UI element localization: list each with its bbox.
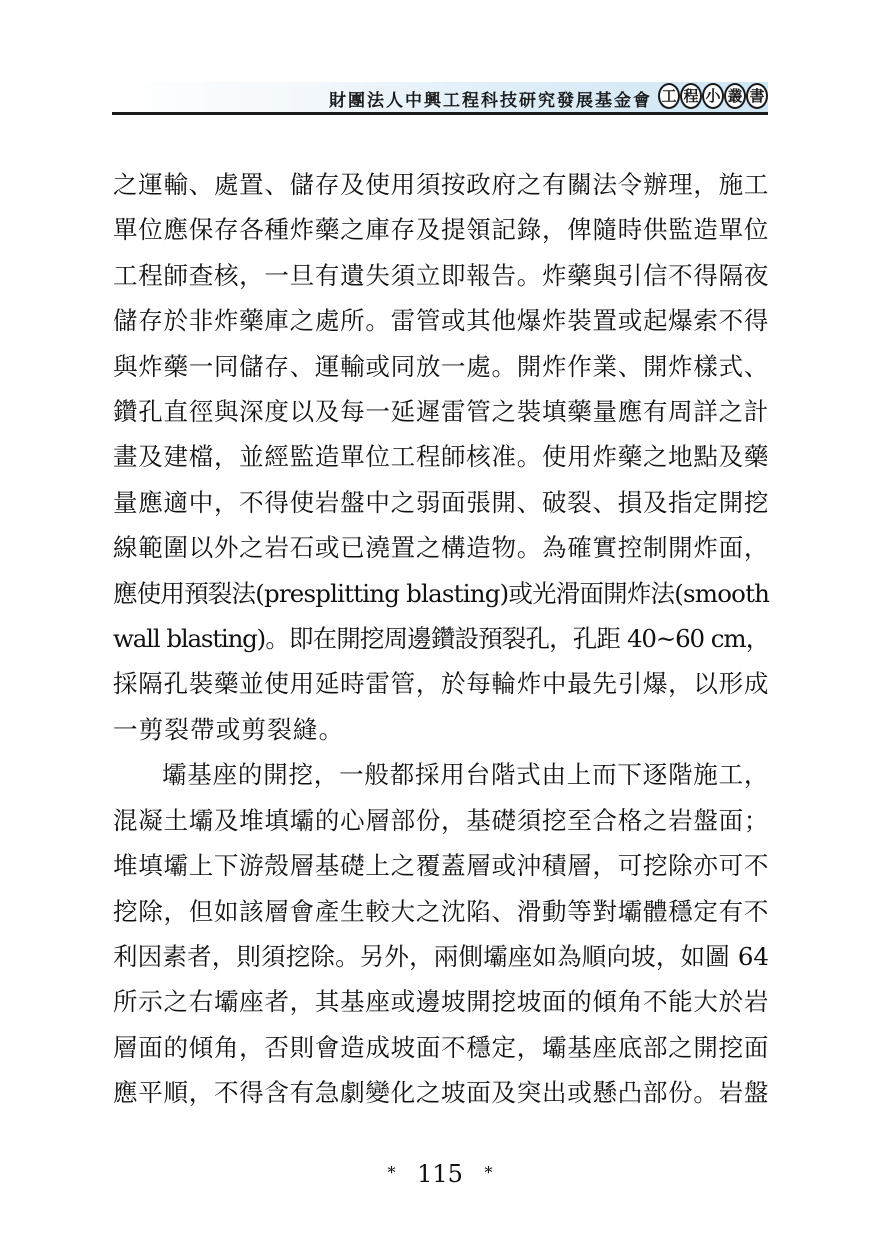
text-line: 利因素者，則須挖除。另外，兩側壩座如為順向坡，如圖 64 — [113, 941, 769, 971]
paragraph-2 — [113, 752, 769, 1115]
text-line: 混凝土壩及堆填壩的心層部份，基礎須挖至合格之岩盤面； — [113, 805, 769, 835]
text-line: 與炸藥一同儲存、運輸或同放一處。開炸作業、開炸樣式、 — [113, 351, 769, 381]
text-line: 堆填壩上下游殼層基礎上之覆蓋層或沖積層，可挖除亦可不 — [113, 851, 769, 881]
header-organization: 財團法人中興工程科技研究發展基金會 — [329, 91, 652, 111]
text-line: 採隔孔裝藥並使用延時雷管，於每輪炸中最先引爆，以形成 — [113, 669, 769, 699]
page-footer — [0, 1160, 880, 1188]
text-line: 層面的傾角，否則會造成坡面不穩定，壩基座底部之開挖面 — [113, 1032, 769, 1062]
series-logo — [658, 83, 768, 109]
text-line: 單位應保存各種炸藥之庫存及提領記錄，俾隨時供監造單位 — [113, 215, 769, 245]
series-char: 工 — [658, 83, 680, 109]
text-line: 壩基座的開挖，一般都採用台階式由上而下逐階施工， — [162, 760, 770, 790]
star-ornament: * — [387, 1163, 396, 1182]
text-line: 畫及建檔，並經監造單位工程師核准。使用炸藥之地點及藥 — [113, 442, 769, 472]
text-line: 應使用預裂法(presplitting blasting)或光滑面開炸法(smooth — [113, 578, 770, 608]
text-line: 所示之右壩座者，其基座或邊坡開挖坡面的傾角不能大於岩 — [113, 987, 769, 1017]
series-char: 程 — [680, 83, 702, 109]
text-line: 一剪裂帶或剪裂縫。 — [113, 714, 345, 744]
star-ornament: * — [484, 1163, 493, 1182]
series-char: 叢 — [724, 83, 746, 109]
paragraph-1 — [113, 162, 769, 752]
text-line: 線範圍以外之岩石或已澆置之構造物。為確實控制開炸面， — [113, 533, 769, 563]
text-line: 儲存於非炸藥庫之處所。雷管或其他爆炸裝置或起爆索不得 — [113, 306, 769, 336]
page-header — [112, 82, 768, 115]
series-char: 書 — [746, 83, 768, 109]
body-text — [113, 162, 769, 1116]
text-line: wall blasting)。即在開挖周邊鑽設預裂孔，孔距 40~60 cm， — [113, 624, 769, 654]
page-number: 115 — [417, 1160, 463, 1188]
text-line: 應平順，不得含有急劇變化之坡面及突出或懸凸部份。岩盤 — [113, 1078, 769, 1108]
text-line: 鑽孔直徑與深度以及每一延遲雷管之裝填藥量應有周詳之計 — [113, 397, 769, 427]
text-line: 量應適中，不得使岩盤中之弱面張開、破裂、損及指定開挖 — [113, 487, 769, 517]
text-line: 工程師查核，一旦有遺失須立即報告。炸藥與引信不得隔夜 — [113, 260, 769, 290]
text-line: 挖除，但如該層會產生較大之沈陷、滑動等對壩體穩定有不 — [113, 896, 769, 926]
text-line: 之運輸、處置、儲存及使用須按政府之有關法令辦理，施工 — [113, 170, 769, 199]
series-char: 小 — [702, 83, 724, 109]
